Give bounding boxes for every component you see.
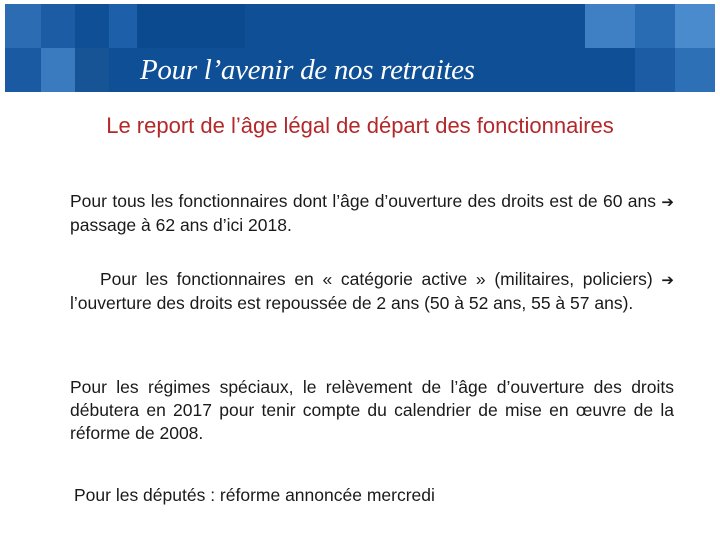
paragraph-categorie-active [70, 268, 674, 315]
paragraph-regimes-speciaux [70, 376, 674, 445]
decor-square [635, 48, 675, 92]
paragraph-tous-fonctionnaires [70, 190, 674, 237]
decor-square [585, 4, 635, 48]
header-banner [5, 4, 715, 92]
paragraph-lead: Pour les députés : [74, 485, 216, 505]
decor-square [675, 4, 715, 48]
decor-square [675, 48, 715, 92]
paragraph-text: , le relèvement de l’âge d’ouverture des droits débutera en 2017 pour tenir compte du calendrier de mise en œuvre de la réforme de 2008. [70, 377, 674, 443]
banner-tagline: Pour l’avenir de nos retraites [140, 54, 475, 86]
right-arrow-icon: ➔ [661, 194, 674, 211]
paragraph-text: réforme annoncée mercredi [215, 485, 435, 505]
paragraph-text: l’ouverture des droits est repoussée de 2 ans (50 à 52 ans, 55 à 57 ans). [70, 293, 634, 313]
paragraph-lead: Pour les fonctionnaires en « catégorie active » [100, 269, 486, 289]
paragraph-text: dont l’âge d’ouverture des droits est de 60 ans [287, 191, 662, 211]
decor-square [5, 48, 41, 92]
paragraph-lead: Pour les régimes spéciaux [70, 377, 289, 397]
decor-square [137, 4, 245, 48]
paragraph-text: passage à 62 ans d’ici 2018. [70, 215, 292, 235]
decor-square [635, 4, 675, 48]
decor-square [75, 48, 109, 92]
paragraph-deputes [74, 484, 678, 507]
right-arrow-icon: ➔ [661, 272, 674, 289]
page-title: Le report de l’âge légal de départ des fonctionnaires [106, 113, 614, 138]
paragraph-text: (militaires, policiers) [485, 269, 662, 289]
decor-square [109, 4, 137, 48]
decor-square [41, 4, 75, 48]
decor-square [5, 4, 41, 48]
decor-square [41, 48, 75, 92]
paragraph-lead: Pour tous les fonctionnaires [70, 191, 288, 211]
